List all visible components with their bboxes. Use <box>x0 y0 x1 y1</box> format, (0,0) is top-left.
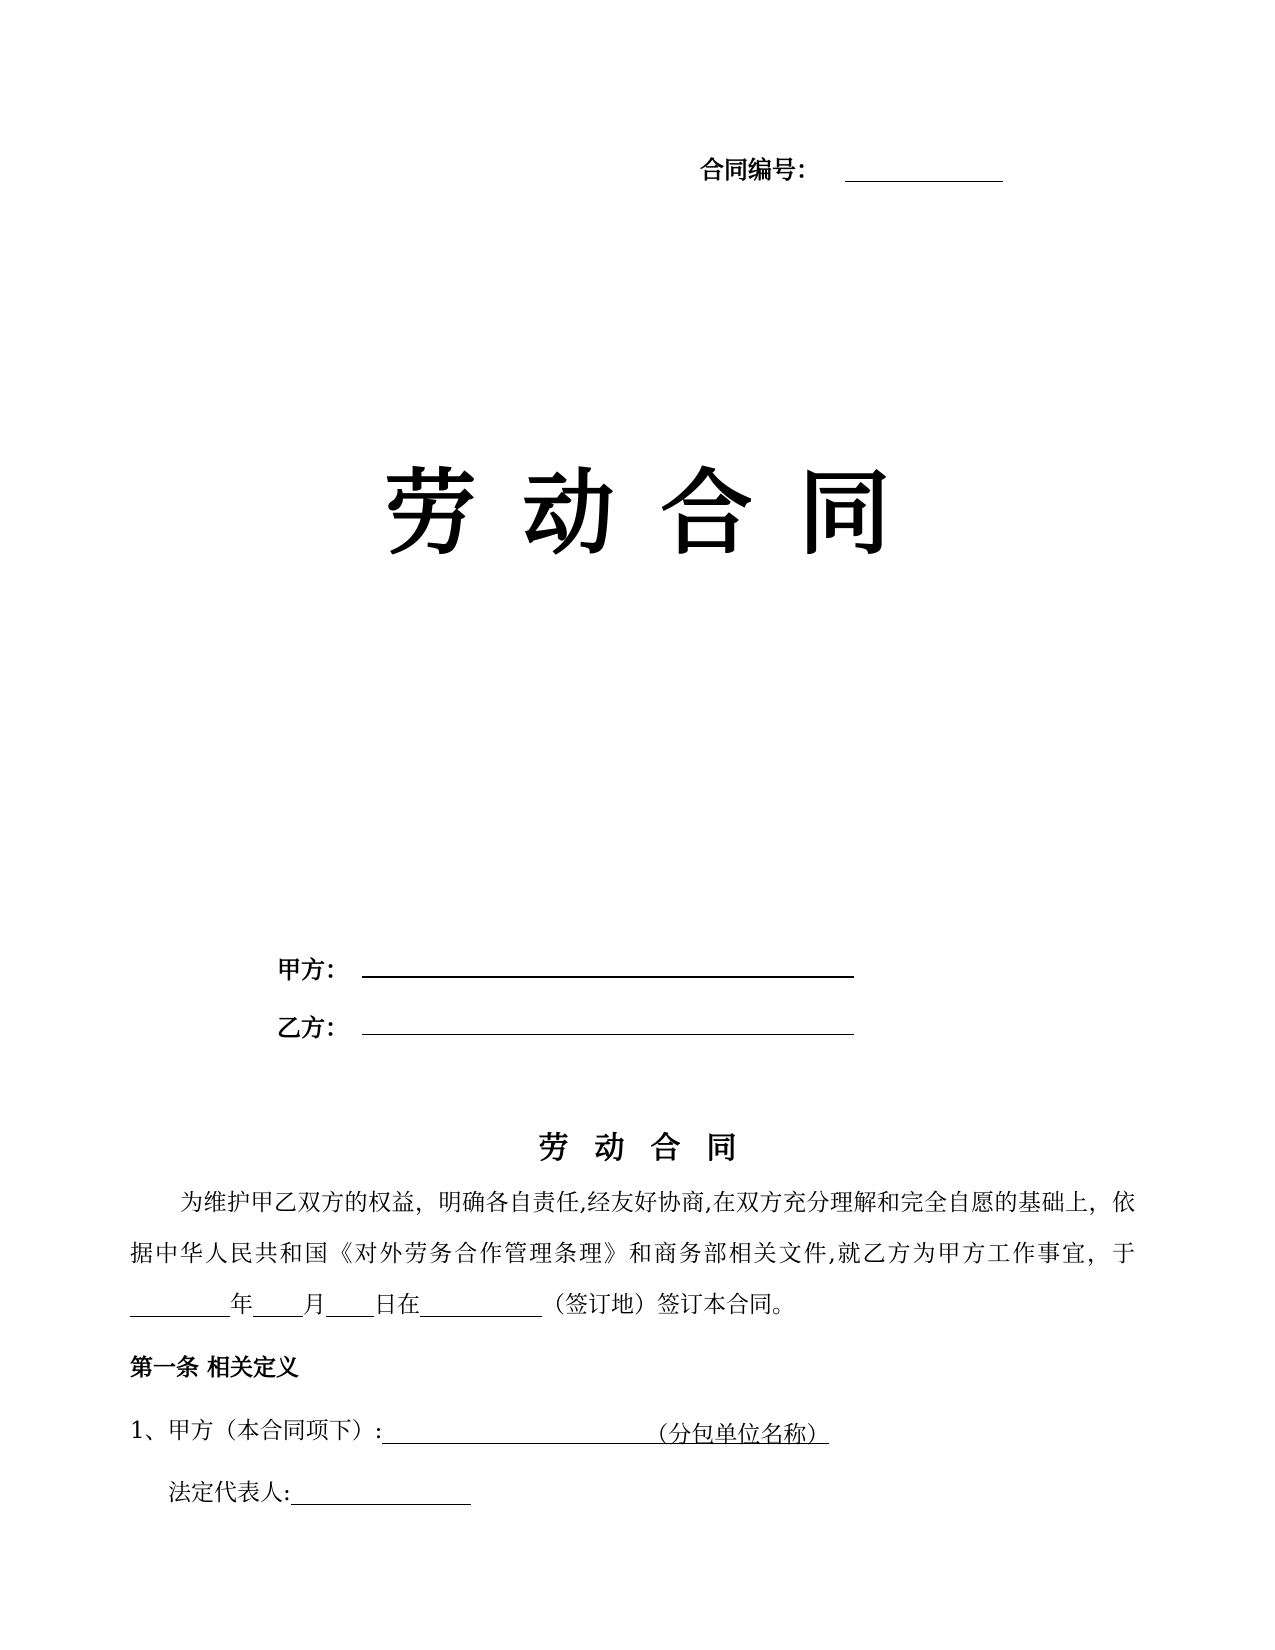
party-b-label: 乙方： <box>277 1014 349 1042</box>
preamble-text: 为维护甲乙双方的权益，明确各自责任,经友好协商,在双方充分理解和完全自愿的基础上，依据中华人民共和国《对外劳务合作管理条理》和商务部相关文件,就乙方为甲方工作事宜，于 <box>130 1190 1135 1267</box>
party-a-blank <box>362 976 854 978</box>
party-a-name-blank <box>382 1416 830 1449</box>
party-b-blank <box>362 1034 854 1035</box>
contract-title: 劳动合同 <box>538 1131 763 1166</box>
legal-rep-blank <box>291 1478 471 1504</box>
legal-representative <box>168 1474 471 1507</box>
party-a-label: 甲方： <box>277 956 349 984</box>
item-1-note: （分包单位名称） <box>645 1422 830 1449</box>
preamble-end: （签订地）签订本合同。 <box>542 1292 795 1318</box>
day-at-label: 日在 <box>374 1292 420 1318</box>
year-label: 年 <box>230 1292 253 1318</box>
contract-number-blank <box>845 181 1003 182</box>
legal-rep-label: 法定代表人: <box>168 1480 291 1506</box>
item-1-label: 1、甲方（本合同项下）: <box>130 1418 383 1444</box>
day-blank <box>326 1290 374 1316</box>
year-blank <box>130 1290 230 1316</box>
contract-number-label: 合同编号： <box>700 156 820 184</box>
signing-place-blank <box>420 1290 542 1316</box>
month-label: 月 <box>303 1292 326 1318</box>
article-1-heading: 第一条 相关定义 <box>130 1355 300 1381</box>
month-blank <box>253 1290 303 1316</box>
cover-title: 劳动合同 <box>384 459 937 567</box>
preamble-paragraph <box>130 1178 1135 1331</box>
item-1 <box>130 1412 830 1449</box>
